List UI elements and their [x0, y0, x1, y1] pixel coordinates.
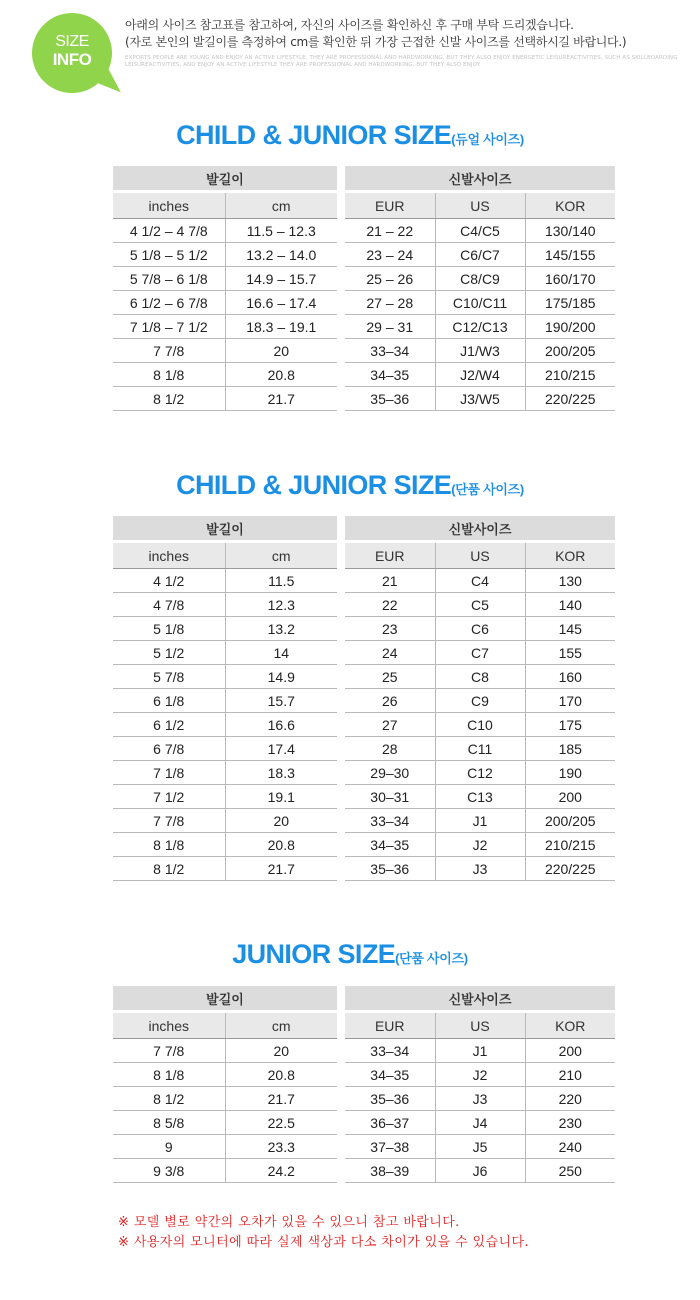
table-row: [113, 785, 337, 809]
table-row: [345, 857, 615, 881]
table-cell: 20: [225, 809, 337, 833]
table-cell: 20.8: [225, 363, 337, 387]
column-header: US: [435, 1012, 525, 1039]
column-header: inches: [113, 542, 225, 569]
intro-line2: (자로 본인의 발길이를 측정하여 cm를 확인한 뒤 가장 근접한 신발 사이즈를 선택하시길 바랍니다.): [125, 35, 627, 49]
table-cell: 25: [345, 665, 435, 689]
table-cell: 21: [345, 569, 435, 593]
column-header: EUR: [345, 192, 435, 219]
table-cell: 7 1/2: [113, 785, 225, 809]
table-cell: J3: [435, 1087, 525, 1111]
table-cell: 13.2 – 14.0: [225, 243, 337, 267]
table-cell: 14.9: [225, 665, 337, 689]
table-cell: 27: [345, 713, 435, 737]
column-header: US: [435, 192, 525, 219]
table-cell: 34–35: [345, 363, 435, 387]
table-cell: C8/C9: [435, 267, 525, 291]
table-row: [345, 665, 615, 689]
table-cell: 33–34: [345, 1039, 435, 1063]
table-row: [345, 833, 615, 857]
table-row: [345, 219, 615, 243]
table-cell: 7 1/8: [113, 761, 225, 785]
badge-line2: INFO: [52, 50, 92, 69]
table-row: [345, 713, 615, 737]
table-cell: 24: [345, 641, 435, 665]
table-cell: C10: [435, 713, 525, 737]
table-row: [345, 1111, 615, 1135]
table-cell: 4 7/8: [113, 593, 225, 617]
table-cell: 33–34: [345, 339, 435, 363]
table-cell: 6 1/8: [113, 689, 225, 713]
table-cell: 35–36: [345, 857, 435, 881]
table-cell: 210: [525, 1063, 615, 1087]
table-row: [345, 785, 615, 809]
table-cell: C4: [435, 569, 525, 593]
table-cell: 24.2: [225, 1159, 337, 1183]
table-cell: 6 7/8: [113, 737, 225, 761]
group-header-row: [345, 166, 615, 192]
table-cell: 20: [225, 339, 337, 363]
table-cell: C6/C7: [435, 243, 525, 267]
table-row: [113, 1063, 337, 1087]
group-header-row: [113, 166, 337, 192]
table-cell: 27 – 28: [345, 291, 435, 315]
table-cell: 8 1/8: [113, 1063, 225, 1087]
table-cell: 190/200: [525, 315, 615, 339]
group-header-row: [345, 516, 615, 542]
table-row: [113, 1111, 337, 1135]
notes: [118, 1213, 529, 1253]
table-row: [113, 857, 337, 881]
table-row: [113, 339, 337, 363]
intro-line1: 아래의 사이즈 참고표를 참고하여, 자신의 사이즈를 확인하신 후 구매 부탁 드리겠습니다.: [125, 18, 574, 32]
table-row: [345, 243, 615, 267]
column-header: inches: [113, 192, 225, 219]
table-cell: 130: [525, 569, 615, 593]
column-header-row: [113, 542, 337, 569]
table-row: [345, 387, 615, 411]
table-cell: 5 7/8: [113, 665, 225, 689]
column-header: EUR: [345, 542, 435, 569]
table-cell: 220: [525, 1087, 615, 1111]
table-cell: 33–34: [345, 809, 435, 833]
table-row: [113, 243, 337, 267]
table-cell: J1/W3: [435, 339, 525, 363]
section-title: [0, 118, 700, 157]
table-cell: 9 3/8: [113, 1159, 225, 1183]
section-title-sub: (듀얼 사이즈): [451, 132, 524, 147]
table-cell: 20.8: [225, 1063, 337, 1087]
group-header-row: [345, 986, 615, 1012]
table-cell: C5: [435, 593, 525, 617]
table-cell: 8 1/2: [113, 1087, 225, 1111]
table-cell: 6 1/2: [113, 713, 225, 737]
section-title-main: CHILD & JUNIOR SIZE: [176, 120, 452, 150]
table-row: [113, 569, 337, 593]
table-cell: 160/170: [525, 267, 615, 291]
table-row: [345, 1087, 615, 1111]
table-cell: 21.7: [225, 387, 337, 411]
column-header: cm: [225, 192, 337, 219]
table-row: [345, 761, 615, 785]
table-cell: 9: [113, 1135, 225, 1159]
table-cell: 8 1/2: [113, 387, 225, 411]
table-cell: 200/205: [525, 809, 615, 833]
table-cell: 210/215: [525, 833, 615, 857]
table-cell: 160: [525, 665, 615, 689]
table-cell: 140: [525, 593, 615, 617]
section-title-sub: (단품 사이즈): [451, 482, 524, 497]
table-row: [113, 641, 337, 665]
table-row: [113, 267, 337, 291]
intro-text: [125, 17, 685, 68]
table-cell: 240: [525, 1135, 615, 1159]
table-row: [113, 737, 337, 761]
badge-line1: SIZE: [55, 33, 89, 50]
table-cell: 37–38: [345, 1135, 435, 1159]
table-cell: 145/155: [525, 243, 615, 267]
table-row: [345, 315, 615, 339]
table-cell: J2: [435, 833, 525, 857]
table-row: [113, 713, 337, 737]
table-cell: 5 1/8: [113, 617, 225, 641]
section-title-main: CHILD & JUNIOR SIZE: [176, 470, 452, 500]
table-cell: 6 1/2 – 6 7/8: [113, 291, 225, 315]
column-header: cm: [225, 542, 337, 569]
table-cell: C13: [435, 785, 525, 809]
table-row: [113, 315, 337, 339]
table-row: [113, 809, 337, 833]
table-row: [345, 1135, 615, 1159]
column-header-row: [113, 192, 337, 219]
table-row: [345, 809, 615, 833]
table-row: [345, 291, 615, 315]
table-cell: 8 1/8: [113, 363, 225, 387]
table-cell: 175: [525, 713, 615, 737]
table-cell: 4 1/2 – 4 7/8: [113, 219, 225, 243]
table-cell: 11.5 – 12.3: [225, 219, 337, 243]
table-cell: C4/C5: [435, 219, 525, 243]
table-cell: J2: [435, 1063, 525, 1087]
table-cell: C10/C11: [435, 291, 525, 315]
table-cell: 20.8: [225, 833, 337, 857]
table-cell: 5 1/2: [113, 641, 225, 665]
group-header: 신발사이즈: [345, 516, 615, 542]
table-row: [345, 267, 615, 291]
shoe-size-table: [345, 986, 615, 1183]
group-header-row: [113, 986, 337, 1012]
table-row: [113, 833, 337, 857]
table-cell: 250: [525, 1159, 615, 1183]
group-header: 발길이: [113, 986, 337, 1012]
table-cell: 220/225: [525, 387, 615, 411]
column-header-row: [345, 1012, 615, 1039]
column-header: KOR: [525, 192, 615, 219]
table-cell: 11.5: [225, 569, 337, 593]
shoe-size-table: [345, 166, 615, 411]
table-cell: C12/C13: [435, 315, 525, 339]
table-cell: 23.3: [225, 1135, 337, 1159]
column-header-row: [113, 1012, 337, 1039]
table-cell: 185: [525, 737, 615, 761]
column-header: US: [435, 542, 525, 569]
table-cell: 130/140: [525, 219, 615, 243]
section-title-main: JUNIOR SIZE: [232, 939, 396, 969]
table-cell: 7 7/8: [113, 809, 225, 833]
table-cell: 21 – 22: [345, 219, 435, 243]
table-cell: C8: [435, 665, 525, 689]
table-row: [345, 1159, 615, 1183]
table-cell: 175/185: [525, 291, 615, 315]
table-cell: 8 5/8: [113, 1111, 225, 1135]
table-cell: 170: [525, 689, 615, 713]
table-cell: 7 7/8: [113, 1039, 225, 1063]
table-cell: 5 1/8 – 5 1/2: [113, 243, 225, 267]
table-row: [113, 387, 337, 411]
table-cell: 38–39: [345, 1159, 435, 1183]
table-cell: J3/W5: [435, 387, 525, 411]
table-cell: 200/205: [525, 339, 615, 363]
table-row: [113, 761, 337, 785]
table-cell: C12: [435, 761, 525, 785]
table-cell: 8 1/8: [113, 833, 225, 857]
table-cell: 36–37: [345, 1111, 435, 1135]
group-header: 발길이: [113, 516, 337, 542]
table-row: [113, 689, 337, 713]
table-cell: J4: [435, 1111, 525, 1135]
table-cell: C7: [435, 641, 525, 665]
table-cell: 20: [225, 1039, 337, 1063]
table-cell: 35–36: [345, 387, 435, 411]
table-row: [113, 1087, 337, 1111]
section-title: [0, 468, 700, 507]
table-cell: C9: [435, 689, 525, 713]
table-cell: 28: [345, 737, 435, 761]
table-cell: 35–36: [345, 1087, 435, 1111]
table-cell: 30–31: [345, 785, 435, 809]
section-title-sub: (단품 사이즈): [395, 951, 468, 966]
table-cell: J3: [435, 857, 525, 881]
table-cell: 5 7/8 – 6 1/8: [113, 267, 225, 291]
table-row: [113, 665, 337, 689]
table-row: [113, 1039, 337, 1063]
table-cell: 22: [345, 593, 435, 617]
table-cell: 26: [345, 689, 435, 713]
group-header: 신발사이즈: [345, 986, 615, 1012]
table-row: [345, 641, 615, 665]
table-cell: 18.3 – 19.1: [225, 315, 337, 339]
table-row: [113, 593, 337, 617]
table-row: [345, 339, 615, 363]
table-cell: 17.4: [225, 737, 337, 761]
table-cell: 7 1/8 – 7 1/2: [113, 315, 225, 339]
table-cell: 220/225: [525, 857, 615, 881]
size-section-junior: [0, 937, 700, 976]
group-header: 신발사이즈: [345, 166, 615, 192]
table-cell: 25 – 26: [345, 267, 435, 291]
note-line: ※ 모델 별로 약간의 오차가 있을 수 있으니 참고 바랍니다.: [118, 1215, 460, 1230]
column-header-row: [345, 542, 615, 569]
table-cell: 200: [525, 1039, 615, 1063]
table-row: [345, 1063, 615, 1087]
table-row: [345, 617, 615, 641]
table-row: [113, 1159, 337, 1183]
table-cell: 15.7: [225, 689, 337, 713]
table-row: [113, 617, 337, 641]
column-header: KOR: [525, 542, 615, 569]
table-cell: 16.6: [225, 713, 337, 737]
table-cell: 19.1: [225, 785, 337, 809]
table-row: [345, 689, 615, 713]
shoe-size-table: [345, 516, 615, 881]
size-info-badge: [32, 13, 112, 93]
table-cell: J6: [435, 1159, 525, 1183]
column-header: cm: [225, 1012, 337, 1039]
table-cell: J1: [435, 809, 525, 833]
table-cell: 13.2: [225, 617, 337, 641]
table-row: [345, 737, 615, 761]
table-cell: 14: [225, 641, 337, 665]
table-cell: 23: [345, 617, 435, 641]
table-cell: 29–30: [345, 761, 435, 785]
group-header-row: [113, 516, 337, 542]
table-cell: 4 1/2: [113, 569, 225, 593]
column-header: EUR: [345, 1012, 435, 1039]
table-row: [345, 593, 615, 617]
table-cell: 8 1/2: [113, 857, 225, 881]
table-cell: C11: [435, 737, 525, 761]
table-cell: 16.6 – 17.4: [225, 291, 337, 315]
table-cell: 21.7: [225, 857, 337, 881]
table-cell: 23 – 24: [345, 243, 435, 267]
table-cell: J1: [435, 1039, 525, 1063]
table-cell: 230: [525, 1111, 615, 1135]
table-row: [113, 363, 337, 387]
table-cell: C6: [435, 617, 525, 641]
table-cell: J5: [435, 1135, 525, 1159]
table-cell: 34–35: [345, 1063, 435, 1087]
foot-length-table: [113, 986, 337, 1183]
table-cell: 190: [525, 761, 615, 785]
table-row: [113, 1135, 337, 1159]
column-header: KOR: [525, 1012, 615, 1039]
table-cell: 145: [525, 617, 615, 641]
foot-length-table: [113, 166, 337, 411]
table-cell: J2/W4: [435, 363, 525, 387]
table-row: [113, 291, 337, 315]
table-cell: 210/215: [525, 363, 615, 387]
table-cell: 14.9 – 15.7: [225, 267, 337, 291]
size-section-dual: [0, 118, 700, 157]
table-cell: 155: [525, 641, 615, 665]
table-cell: 21.7: [225, 1087, 337, 1111]
group-header: 발길이: [113, 166, 337, 192]
table-row: [345, 363, 615, 387]
size-section-single: [0, 468, 700, 507]
table-row: [345, 1039, 615, 1063]
column-header-row: [345, 192, 615, 219]
table-cell: 29 – 31: [345, 315, 435, 339]
table-row: [345, 569, 615, 593]
table-cell: 7 7/8: [113, 339, 225, 363]
table-cell: 22.5: [225, 1111, 337, 1135]
foot-length-table: [113, 516, 337, 881]
table-cell: 200: [525, 785, 615, 809]
table-cell: 34–35: [345, 833, 435, 857]
note-line: ※ 사용자의 모니터에 따라 실제 색상과 다소 차이가 있을 수 있습니다.: [118, 1235, 530, 1250]
column-header: inches: [113, 1012, 225, 1039]
table-cell: 12.3: [225, 593, 337, 617]
table-cell: 18.3: [225, 761, 337, 785]
table-row: [113, 219, 337, 243]
intro-fine-print: EXPORTS PEOPLE ARE YOUNG AND ENJOY AN ACTIVE LIFESTYLE. THEY ARE PROFESSIONAL AND HARDWORKING, BUT THEY ALSO ENJOY ENERGETIC LEISUREACTIVITIES, SUCH AS SKILLBOARDING LEISUREACTIVITIES, AND ENJOY AN ACTIVE LIFESTYLE THEY ARE PROFESSIONAL AND HARDWORKING, BUT THEY ALSO ENJOY: [125, 55, 678, 68]
section-title: [0, 937, 700, 976]
